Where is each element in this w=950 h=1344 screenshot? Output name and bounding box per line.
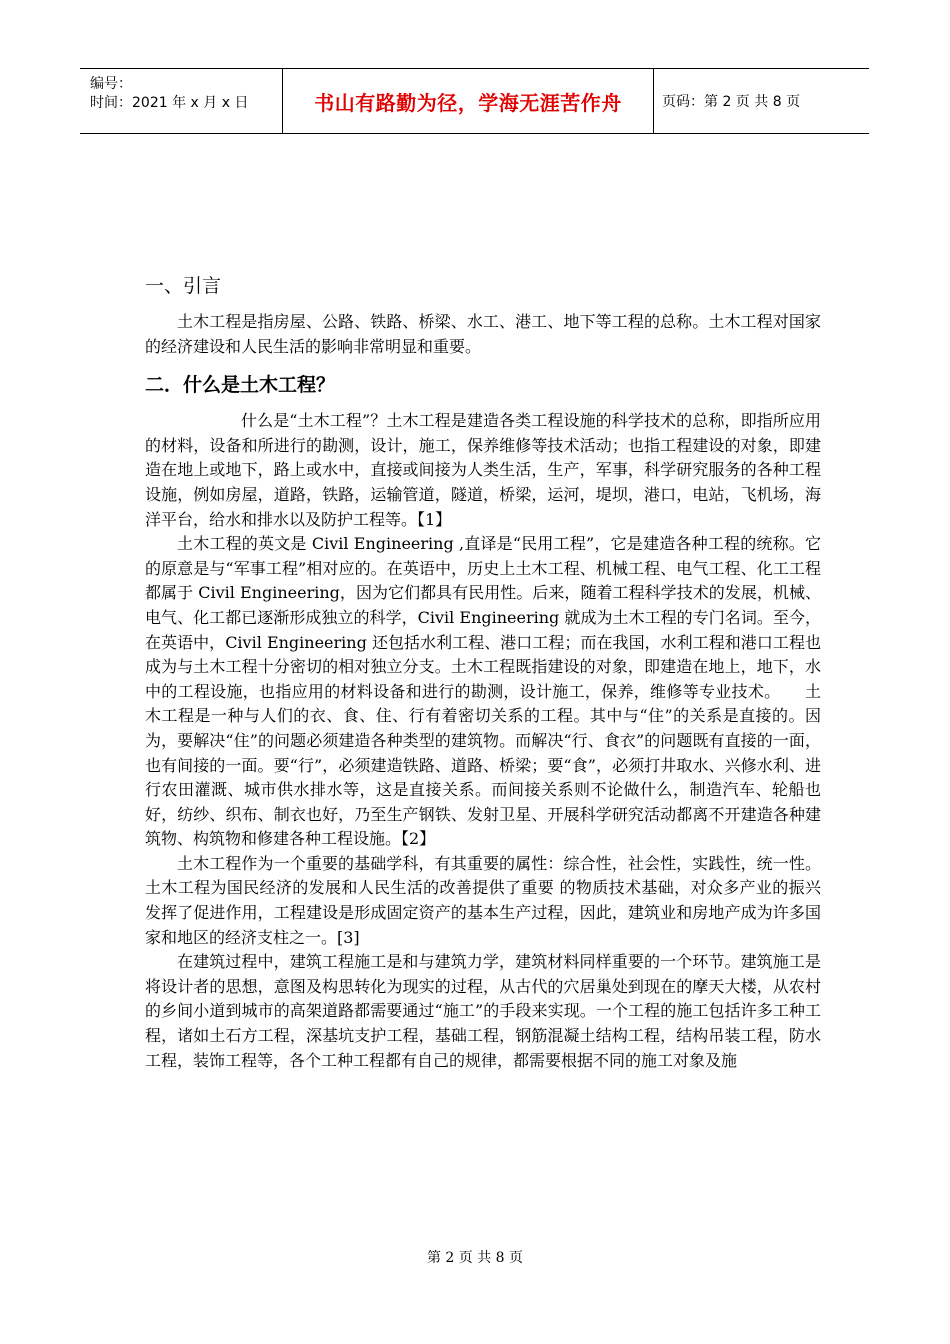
header-meta — [80, 69, 283, 133]
intro-paragraph: 土木工程是指房屋、公路、铁路、桥梁、水工、港工、地下等工程的总称。土木工程对国家的经济建设和人民生活的影响非常明显和重要。 — [145, 312, 821, 356]
section-title-intro: 一、引言 — [145, 275, 222, 297]
page-header — [80, 68, 869, 134]
page-footer: 第 2 页 共 8 页 — [426, 1250, 524, 1266]
paragraph-attributes: 土木工程作为一个重要的基础学科，有其重要的属性：综合性，社会性，实践性，统一性。土木工程为国民经济的发展和人民生活的改善提供了重要 的物质技术基础，对众多产业的振兴发挥了促进作用，工程建设是形成固定资产的基本生产过程，因此，建筑业和房地产成为许多国家和地区的经济支柱之一。[3] — [145, 853, 821, 947]
paragraph-english-name: 土木工程的英文是 Civil Engineering ,直译是“民用工程”，它是建造各种工程的统称。它的原意是与“军事工程”相对应的。在英语中，历史上土木工程、机械工程、电气工程、化工工程都属于 Civil Engineering，因为它们都具有民用性。后来，随着工程科学技术的发展，机械、电气、化工都已逐渐形成独立的科学，Civil Engineering 就成为土木工程的专门名词。至今，在英语中，Civil Engineering 还包括水利工程、港口工程；而在我国，水利工程和港口工程也成为与土木工程十分密切的相对独立分支。土木工程既指建设的对象，即建造在地上，地下，水中的工程设施，也指应用的材料设备和进行的勘测，设计施工，保养，维修等专业技术。 土木工程是一种与人们的衣、食、住、行有着密切关系的工程。其中与“住”的关系是直接的。因为，要解决“住”的问题必须建造各种类型的建筑物。而解决“行、食衣”的问题既有直接的一面，也有间接的一面。要“行”，必须建造铁路、道路、桥梁；要“食”，必须打井取水、兴修水利、进行农田灌溉、城市供水排水等，这是直接关系。而间接关系则不论做什么，制造汽车、轮船也好，纺纱、织布、制衣也好，乃至生产钢铁、发射卫星、开展科学研究活动都离不开建造各种建筑物、构筑物和修建各种工程设施。【2】 — [145, 534, 821, 849]
doc-number-label: 编号： — [90, 76, 132, 92]
section-title-what-is: 二．什么是土木工程？ — [145, 374, 336, 397]
header-motto: 书山有路勤为径，学海无涯苦作舟 — [283, 69, 654, 133]
paragraph-construction: 在建筑过程中，建筑工程施工是和与建筑力学，建筑材料同样重要的一个环节。建筑施工是将设计者的思想，意图及构思转化为现实的过程，从古代的穴居巢处到现在的摩天大楼，从农村的乡间小道到城市的高架道路都需要通过“施工”的手段来实现。一个工程的施工包括许多工种工程，诸如土石方工程，深基坑支护工程，基础工程，钢筋混凝土结构工程，结构吊装工程，防水工程，装饰工程等，各个工种工程都有自己的规律，都需要根据不同的施工对象及施 — [145, 952, 821, 1070]
header-page-info: 页码：第 2 页 共 8 页 — [662, 94, 801, 110]
doc-time-label: 时间：2021 年 x 月 x 日 — [90, 95, 249, 111]
document-body — [145, 268, 821, 1073]
paragraph-definition: 什么是“土木工程”？土木工程是建造各类工程设施的科学技术的总称，即指所应用的材料，设备和所进行的勘测，设计，施工，保养维修等技术活动；也指工程建设的对象，即建造在地上或地下，路上或水中，直接或间接为人类生活，生产，军事，科学研究服务的各种工程设施，例如房屋，道路，铁路，运输管道，隧道，桥梁，运河，堤坝，港口，电站，飞机场，海洋平台，给水和排水以及防护工程等。【1】 — [145, 411, 821, 529]
